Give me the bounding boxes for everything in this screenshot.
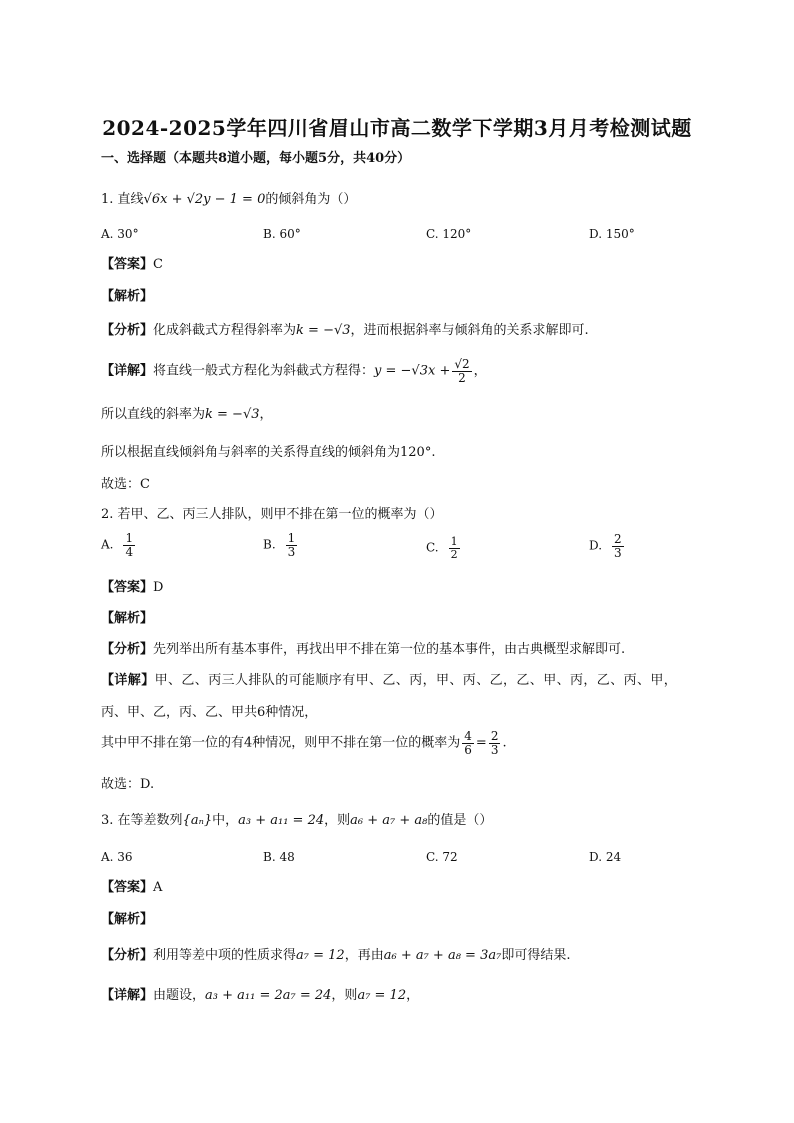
q3-option-b: B. 48 xyxy=(263,850,295,864)
q1-stem-post: 的倾斜角为（） xyxy=(265,192,357,207)
q3-fenxi-math2: a₆ + a₇ + a₈ = 3a₇ xyxy=(383,948,502,963)
q3-option-d: D. 24 xyxy=(589,850,622,864)
q3-stem xyxy=(101,814,492,827)
q3-analysis-tag: 【解析】 xyxy=(101,912,154,927)
answer-tag: 【答案】 xyxy=(101,257,154,272)
fenxi-tag: 【分析】 xyxy=(101,323,154,338)
probability-fraction-reduced xyxy=(489,730,501,756)
equals-sign: = xyxy=(475,735,487,751)
q1-option-c: C. 120° xyxy=(426,227,472,241)
q2-answer xyxy=(101,581,163,594)
fraction-numerator: 1 xyxy=(450,535,458,548)
fraction-numerator: 2 xyxy=(490,729,499,743)
q2-conclusion: 故选：D. xyxy=(101,777,155,792)
q1-slope-text: 所以直线的斜率为 xyxy=(101,407,206,422)
option-label: D. xyxy=(589,538,603,553)
q2-answer-value: D xyxy=(153,580,164,595)
q1-analysis-tag: 【解析】 xyxy=(101,289,154,304)
section-heading: 一、选择题（本题共8道小题，每小题5分，共40分） xyxy=(101,151,411,166)
document-title: 2024-2025学年四川省眉山市高二数学下学期3月月考检测试题 xyxy=(102,116,692,140)
q3-stem-post: 的值是（） xyxy=(427,813,493,828)
fraction-denominator: 2 xyxy=(450,547,458,561)
q3-option-a: A. 36 xyxy=(101,850,133,864)
xiangjie-tag: 【详解】 xyxy=(101,988,154,1003)
q1-stem xyxy=(101,193,356,206)
q1-conclusion: 故选：C xyxy=(101,477,150,492)
fraction-numerator: √2 xyxy=(454,357,470,371)
fraction-denominator: 4 xyxy=(125,544,134,559)
q1-fenxi-text-post: ，进而根据斜率与倾斜角的关系求解即可. xyxy=(350,323,589,338)
q3-stem-mid2: ，则 xyxy=(324,813,351,828)
q2-probability-line xyxy=(101,730,507,756)
q2-option-c xyxy=(426,536,462,560)
q1-option-a: A. 30° xyxy=(101,227,139,241)
q3-answer-value: A xyxy=(153,880,163,895)
option-fraction xyxy=(449,536,460,560)
period: . xyxy=(502,735,507,751)
option-fraction xyxy=(286,532,298,558)
q3-xiangjie-pre: 由题设， xyxy=(153,988,206,1003)
q1-xiangjie-fraction xyxy=(452,358,471,384)
fraction-denominator: 3 xyxy=(287,544,296,559)
q1-answer xyxy=(101,258,163,271)
q3-stem-mid: 中， xyxy=(212,813,239,828)
q3-stem-pre: 3. 在等差数列 xyxy=(101,813,183,828)
fraction-denominator: 3 xyxy=(614,545,622,560)
q2-option-b xyxy=(263,532,299,558)
option-label: C. xyxy=(426,540,439,555)
q2-fenxi-text: 先列举出所有基本事件，再找出甲不排在第一位的基本事件，由古典概型求解即可. xyxy=(153,642,626,657)
q3-expression: a₆ + a₇ + a₈ xyxy=(350,813,428,828)
q3-fenxi-math1: a₇ = 12 xyxy=(296,948,345,963)
q1-fenxi-text-pre: 化成斜截式方程得斜率为 xyxy=(153,323,297,338)
q1-slope-line xyxy=(101,408,273,421)
q3-answer xyxy=(101,881,162,894)
option-fraction xyxy=(123,532,135,558)
q1-xiangjie-text: 将直线一般式方程化为斜截式方程得： xyxy=(153,363,375,379)
q1-equation: √6x + √2y − 1 = 0 xyxy=(143,192,266,207)
fraction-numerator: 1 xyxy=(287,531,296,545)
q2-xiangjie-text: 甲、乙、丙三人排队的可能顺序有甲、乙、丙，甲、丙、乙，乙、甲、丙，乙、丙、甲， xyxy=(154,673,678,688)
q3-condition: a₃ + a₁₁ = 24 xyxy=(238,813,325,828)
q1-option-d: D. 150° xyxy=(589,227,635,241)
q1-angle-line: 所以根据直线倾斜角与斜率的关系得直线的倾斜角为120°. xyxy=(101,445,436,460)
q1-fenxi xyxy=(101,324,589,337)
answer-tag: 【答案】 xyxy=(101,880,154,895)
q1-fenxi-slope: k = −√3 xyxy=(296,323,351,338)
q3-xiangjie-math2: a₇ = 12 xyxy=(357,988,407,1003)
q2-stem: 2. 若甲、乙、丙三人排队，则甲不排在第一位的概率为（） xyxy=(101,507,443,522)
q1-xiangjie-eq: y = −√3x + xyxy=(374,363,451,379)
fraction-denominator: 2 xyxy=(458,370,466,385)
q2-option-d xyxy=(589,533,626,559)
fraction-denominator: 3 xyxy=(490,742,499,757)
q3-sequence: {aₙ} xyxy=(182,813,213,828)
q2-xiangjie xyxy=(101,674,677,687)
q2-option-a xyxy=(101,532,137,558)
q3-fenxi xyxy=(101,949,570,962)
q2-fenxi xyxy=(101,643,625,656)
fraction-denominator: 6 xyxy=(464,742,472,757)
q1-option-b: B. 60° xyxy=(263,227,301,241)
q1-slope-punct: ， xyxy=(259,407,273,422)
q1-stem-pre: 1. 直线 xyxy=(101,192,144,207)
xiangjie-tag: 【详解】 xyxy=(101,673,155,688)
q3-xiangjie xyxy=(101,989,419,1002)
q1-xiangjie xyxy=(101,358,487,384)
option-label: A. xyxy=(101,537,114,552)
q3-xiangjie-math1: a₃ + a₁₁ = 2a₇ = 24 xyxy=(205,988,332,1003)
answer-tag: 【答案】 xyxy=(101,580,154,595)
q2-analysis-tag: 【解析】 xyxy=(101,611,154,626)
q3-fenxi-mid: ，再由 xyxy=(344,948,384,963)
q3-option-c: C. 72 xyxy=(426,850,458,864)
fraction-numerator: 4 xyxy=(464,729,472,743)
q1-answer-value: C xyxy=(153,257,163,272)
q3-fenxi-post: 即可得结果. xyxy=(501,948,571,963)
fraction-numerator: 2 xyxy=(614,532,622,546)
q2-cases-line: 丙、甲、乙，丙、乙、甲共6种情况， xyxy=(101,705,318,720)
q3-xiangjie-mid: ，则 xyxy=(331,988,358,1003)
fraction-numerator: 1 xyxy=(125,531,134,545)
q2-probability-text: 其中甲不排在第一位的有4种情况，则甲不排在第一位的概率为 xyxy=(101,735,461,751)
option-fraction xyxy=(612,533,624,559)
q3-fenxi-pre: 利用等差中项的性质求得 xyxy=(153,948,297,963)
option-label: B. xyxy=(263,537,276,552)
q3-xiangjie-post: ， xyxy=(406,988,420,1003)
fenxi-tag: 【分析】 xyxy=(101,642,154,657)
q1-xiangjie-punct: ， xyxy=(473,363,487,379)
q1-slope-value: k = −√3 xyxy=(205,407,260,422)
probability-fraction xyxy=(462,730,474,756)
xiangjie-tag: 【详解】 xyxy=(101,363,154,379)
fenxi-tag: 【分析】 xyxy=(101,948,154,963)
